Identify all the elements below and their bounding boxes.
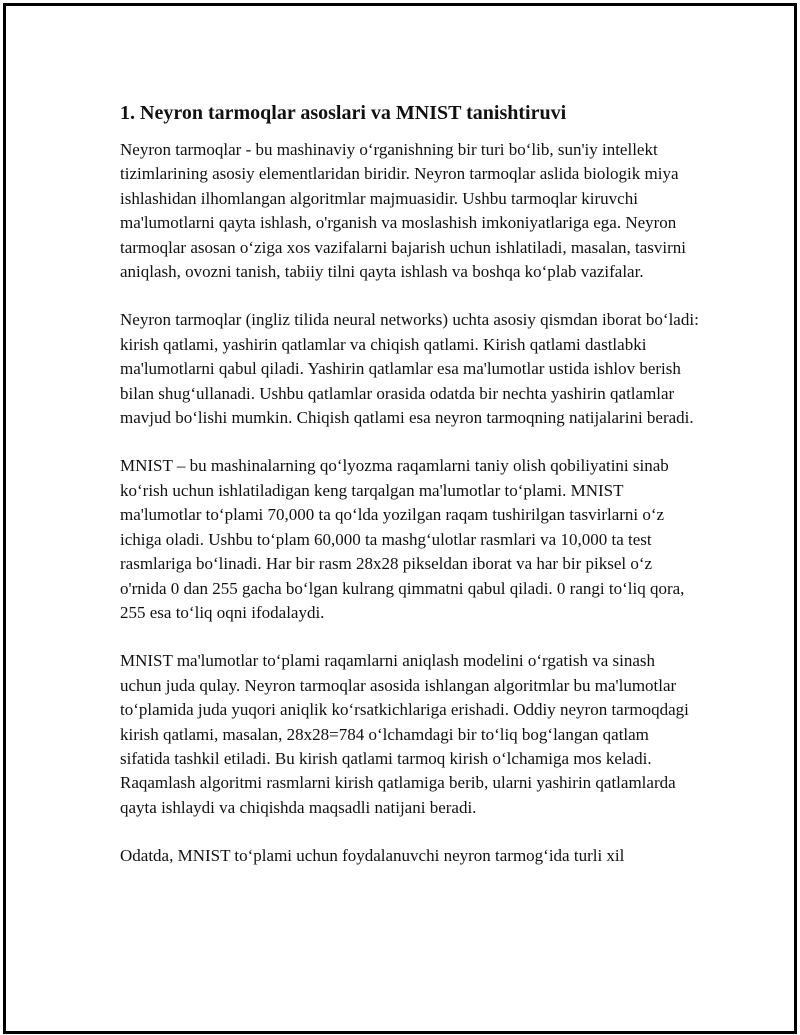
paragraph-5: Odatda, MNIST to‘plami uchun foydalanuvchi neyron tarmog‘ida turli xil [120, 846, 625, 866]
paragraph-2: Neyron tarmoqlar (ingliz tilida neural networks) uchta asosiy qismdan iborat bo‘ladi: kirish qatlami, yashirin qatlamlar va chiqish qatlami. Kirish qatlami dastlabki ma'lumotlarni qabul qiladi. Yashirin qatlamlar esa ma'lumotlar ustida ishlov berish bilan shug‘ullanadi. Ushbu qatlamlar orasida odatda bir nechta yashirin qatlamlar mavjud bo‘lishi mumkin. Chiqish qatlami esa neyron tarmoqning natijalarini beradi. [120, 310, 699, 428]
page-title: 1. Neyron tarmoqlar asoslari va MNIST tanishtiruvi [120, 102, 567, 124]
paragraph-1: Neyron tarmoqlar - bu mashinaviy o‘rganishning bir turi bo‘lib, sun'iy intellekt tizimlarining asosiy elementlaridan biridir. Neyron tarmoqlar aslida biologik miya ishlashidan ilhomlangan algoritmlar majmuasidir. Ushbu tarmoqlar kiruvchi ma'lumotlarni qayta ishlash, o'rganish va moslashish imkoniyatlariga ega. Neyron tarmoqlar asosan o‘ziga xos vazifalarni bajarish uchun ishlatiladi, masalan, tasvirni aniqlash, ovozni tanish, tabiiy tilni qayta ishlash va boshqa ko‘plab vazifalar. [120, 140, 687, 282]
page-frame [3, 3, 797, 1034]
paragraph-3: MNIST – bu mashinalarning qo‘lyozma raqamlarni taniy olish qobiliyatini sinab ko‘rish uchun ishlatiladigan keng tarqalgan ma'lumotlar to‘plami. MNIST ma'lumotlar to‘plami 70,000 ta qo‘lda yozilgan raqam tushirilgan tasvirlarni o‘z ichiga oladi. Ushbu to‘plam 60,000 ta mashg‘ulotlar rasmlari va 10,000 ta test rasmlariga bo‘linadi. Har bir rasm 28x28 pikseldan iborat va har bir piksel o‘z o'rnida 0 dan 255 gacha bo‘lgan kulrang qimmatni qabul qiladi. 0 rangi to‘liq qora, 255 esa to‘liq oqni ifodalaydi. [120, 456, 685, 622]
document-body [120, 98, 700, 893]
paragraph-4: MNIST ma'lumotlar to‘plami raqamlarni aniqlash modelini o‘rgatish va sinash uchun juda qulay. Neyron tarmoqlar asosida ishlangan algoritmlar bu ma'lumotlar to‘plamida juda yuqori aniqlik ko‘rsatkichlariga erishadi. Oddiy neyron tarmoqdagi kirish qatlami, masalan, 28x28=784 o‘lchamdagi bir to‘liq bog‘langan qatlam sifatida tashkil etiladi. Bu kirish qatlami tarmoq kirish o‘lchamiga mos keladi. Raqamlash algoritmi rasmlarni kirish qatlamiga berib, ularni yashirin qatlamlarda qayta ishlaydi va chiqishda maqsadli natijani beradi. [120, 651, 689, 817]
